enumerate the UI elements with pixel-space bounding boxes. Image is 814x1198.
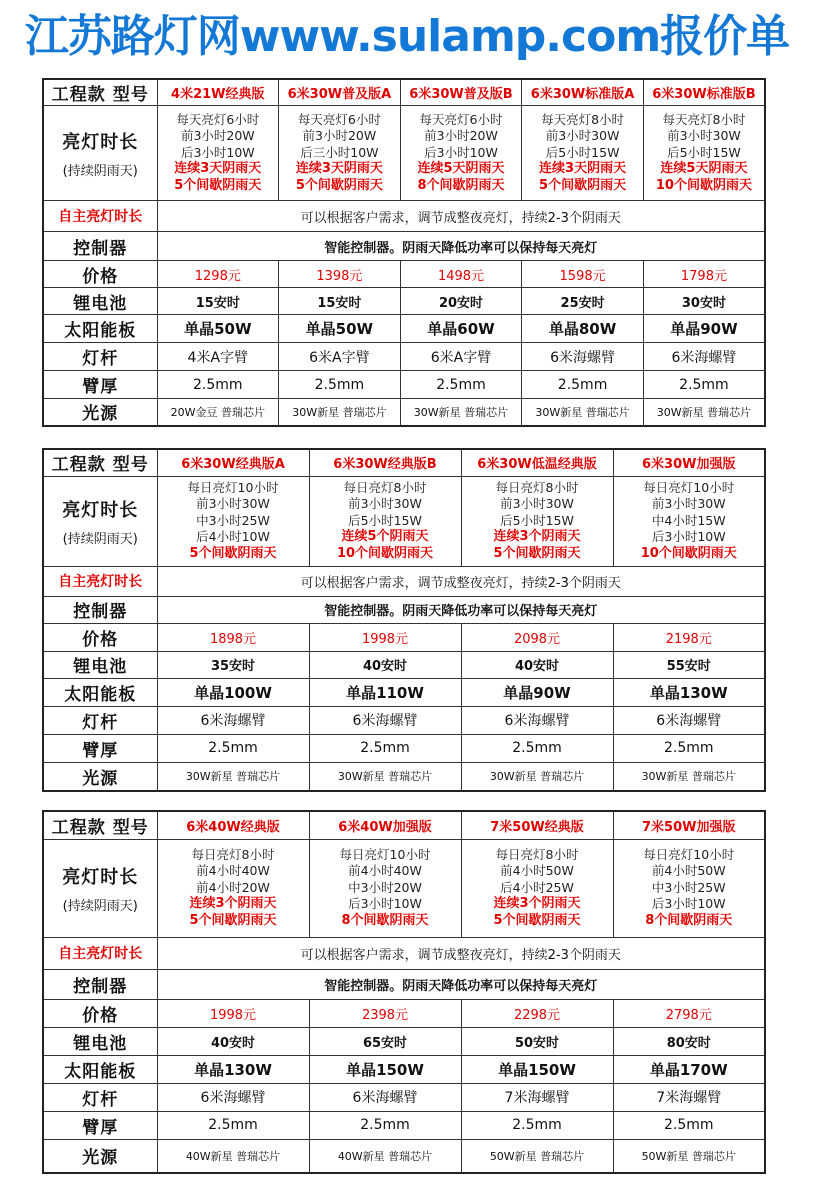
thickness-value: 2.5mm: [461, 1111, 613, 1139]
duration-line: 每日亮灯10小时: [187, 479, 279, 495]
thickness-value: 2.5mm: [157, 371, 279, 399]
light-value: 30W新星 普瑞芯片: [309, 762, 461, 791]
panel-value: 单晶90W: [461, 678, 613, 706]
row-price: [43, 261, 765, 288]
row-label-auto: 自主亮灯时长: [43, 201, 157, 232]
row-model: [43, 79, 765, 106]
thickness-value: 2.5mm: [522, 371, 644, 399]
duration-cell: [279, 106, 401, 201]
duration-line: 前4小时50W: [651, 863, 726, 879]
duration-line: 后3小时10W: [424, 144, 498, 160]
duration-line: 后5小时15W: [667, 144, 741, 160]
rainy-days-line: 连续5天阴雨天: [417, 161, 505, 177]
duration-line: 每日亮灯10小时: [643, 479, 735, 495]
panel-value: 单晶150W: [461, 1055, 613, 1083]
duration-line: 每日亮灯8小时: [495, 479, 579, 495]
row-label-panel: 太阳能板: [43, 1055, 157, 1083]
row-auto: [43, 201, 765, 232]
row-label-pole: 灯杆: [43, 706, 157, 734]
light-value: 20W金豆 普瑞芯片: [157, 399, 279, 426]
duration-line: 后4小时25W: [500, 879, 574, 895]
duration-cell: [613, 839, 765, 937]
duration-line: 前4小时40W: [196, 863, 270, 879]
duration-cell: [157, 106, 279, 201]
row-label-duration: [43, 476, 157, 566]
pole-value: 6米海螺臂: [309, 1083, 461, 1111]
duration-sub-label: (持续阴雨天): [62, 163, 138, 179]
duration-line: 前3小时20W: [302, 128, 377, 144]
light-value: 50W新星 普瑞芯片: [461, 1139, 613, 1173]
duration-line: 后5小时15W: [348, 512, 422, 528]
duration-cell: [613, 476, 765, 566]
row-label-controller: 控制器: [43, 596, 157, 623]
duration-line: 后3小时10W: [651, 896, 726, 912]
rainy-days-line: 连续5天阴雨天: [660, 161, 748, 177]
row-label-thickness: 臂厚: [43, 1111, 157, 1139]
row-label-panel: 太阳能板: [43, 315, 157, 343]
row-light: [43, 1139, 765, 1173]
model-name: 6米30W经典版B: [309, 449, 461, 476]
row-label-battery: 锂电池: [43, 651, 157, 678]
rainy-days-line: 8个间歇阴雨天: [645, 912, 733, 928]
model-name: 7米50W加强版: [613, 811, 765, 839]
row-label-auto: 自主亮灯时长: [43, 566, 157, 596]
row-label-controller: 控制器: [43, 232, 157, 261]
battery-value: 65安时: [309, 1027, 461, 1055]
row-label-duration: [43, 106, 157, 201]
battery-value: 55安时: [613, 651, 765, 678]
row-label-light: 光源: [43, 399, 157, 426]
light-value: 30W新星 普瑞芯片: [279, 399, 401, 426]
duration-line: 后4小时10W: [196, 529, 270, 545]
thickness-value: 2.5mm: [157, 1111, 309, 1139]
price-value: 1498元: [400, 261, 522, 288]
quote-table-2: [42, 448, 766, 792]
quote-table-1: [42, 78, 766, 427]
row-controller: [43, 232, 765, 261]
duration-line: 每天亮灯6小时: [297, 111, 381, 127]
model-name: 6米30W标准版B: [643, 79, 765, 106]
price-value: 1898元: [157, 623, 309, 651]
rainy-days-line: 连续3个阴雨天: [493, 529, 581, 545]
rainy-days-line: 8个间歇阴雨天: [417, 177, 505, 193]
duration-sub-label: (持续阴雨天): [62, 898, 138, 914]
duration-label: 亮灯时长: [62, 131, 139, 153]
row-thickness: [43, 371, 765, 399]
model-name: 6米40W经典版: [157, 811, 309, 839]
rainy-days-line: 连续3个阴雨天: [493, 896, 581, 912]
pole-value: 6米A字臂: [279, 343, 401, 371]
price-value: 1998元: [157, 999, 309, 1027]
row-controller: [43, 596, 765, 623]
light-value: 30W新星 普瑞芯片: [613, 762, 765, 791]
row-battery: [43, 1027, 765, 1055]
duration-line: 每日亮灯8小时: [343, 479, 427, 495]
rainy-days-line: 连续5个阴雨天: [341, 529, 429, 545]
rainy-days-line: 连续3天阴雨天: [295, 161, 383, 177]
panel-value: 单晶80W: [522, 315, 644, 343]
duration-line: 前3小时30W: [196, 496, 270, 512]
auto-description: 可以根据客户需求，调节成整夜亮灯，持续2-3个阴雨天: [157, 566, 765, 596]
row-light: [43, 762, 765, 791]
pole-value: 6米海螺臂: [157, 706, 309, 734]
row-price: [43, 623, 765, 651]
model-name: 6米30W普及版B: [400, 79, 522, 106]
duration-cell: [643, 106, 765, 201]
row-label-price: 价格: [43, 999, 157, 1027]
duration-cell: [309, 476, 461, 566]
rainy-days-line: 连续3天阴雨天: [539, 161, 627, 177]
duration-line: 每日亮灯10小时: [339, 846, 431, 862]
duration-line: 后3小时10W: [180, 144, 255, 160]
row-label-model: 工程款 型号: [43, 79, 157, 106]
pole-value: 6米海螺臂: [643, 343, 765, 371]
rainy-days-line: 10个间歇阴雨天: [655, 177, 752, 193]
price-value: 2798元: [613, 999, 765, 1027]
duration-line: 每日亮灯8小时: [191, 846, 275, 862]
duration-line: 每日亮灯10小时: [643, 846, 735, 862]
rainy-days-line: 5个间歇阴雨天: [493, 912, 581, 928]
panel-value: 单晶50W: [279, 315, 401, 343]
duration-line: 前3小时20W: [180, 128, 255, 144]
row-label-price: 价格: [43, 261, 157, 288]
row-label-controller: 控制器: [43, 969, 157, 999]
row-pole: [43, 1083, 765, 1111]
model-name: 6米30W普及版A: [279, 79, 401, 106]
duration-cell: [400, 106, 522, 201]
light-value: 30W新星 普瑞芯片: [461, 762, 613, 791]
duration-line: 前3小时30W: [500, 496, 574, 512]
battery-value: 15安时: [279, 288, 401, 315]
row-duration: [43, 476, 765, 566]
rainy-days-line: 5个间歇阴雨天: [189, 912, 277, 928]
row-label-thickness: 臂厚: [43, 734, 157, 762]
duration-line: 前3小时30W: [667, 128, 741, 144]
duration-cell: [522, 106, 644, 201]
row-panel: [43, 315, 765, 343]
rainy-days-line: 连续3天阴雨天: [174, 161, 262, 177]
light-value: 30W新星 普瑞芯片: [400, 399, 522, 426]
controller-description: 智能控制器。阴雨天降低功率可以保持每天亮灯: [157, 232, 765, 261]
rainy-days-line: 10个间歇阴雨天: [640, 545, 737, 561]
row-label-pole: 灯杆: [43, 343, 157, 371]
pole-value: 6米海螺臂: [461, 706, 613, 734]
price-value: 1998元: [309, 623, 461, 651]
battery-value: 40安时: [309, 651, 461, 678]
rainy-days-line: 连续3个阴雨天: [189, 896, 277, 912]
controller-description: 智能控制器。阴雨天降低功率可以保持每天亮灯: [157, 596, 765, 623]
row-duration: [43, 839, 765, 937]
row-panel: [43, 1055, 765, 1083]
duration-line: 后3小时10W: [651, 529, 726, 545]
light-value: 40W新星 普瑞芯片: [309, 1139, 461, 1173]
price-value: 1798元: [643, 261, 765, 288]
panel-value: 单晶130W: [157, 1055, 309, 1083]
price-value: 2398元: [309, 999, 461, 1027]
pole-value: 6米海螺臂: [309, 706, 461, 734]
duration-label: 亮灯时长: [62, 866, 139, 888]
thickness-value: 2.5mm: [461, 734, 613, 762]
page-title: 江苏路灯网www.sulamp.com报价单: [24, 11, 790, 62]
row-pole: [43, 343, 765, 371]
duration-line: 前3小时30W: [651, 496, 726, 512]
model-name: 7米50W经典版: [461, 811, 613, 839]
duration-line: 每天亮灯8小时: [662, 111, 746, 127]
duration-line: 后3小时10W: [348, 896, 422, 912]
duration-line: 每天亮灯6小时: [419, 111, 503, 127]
row-thickness: [43, 734, 765, 762]
thickness-value: 2.5mm: [400, 371, 522, 399]
duration-line: 中3小时25W: [651, 879, 726, 895]
row-controller: [43, 969, 765, 999]
row-label-auto: 自主亮灯时长: [43, 937, 157, 969]
price-value: 1598元: [522, 261, 644, 288]
row-light: [43, 399, 765, 426]
thickness-value: 2.5mm: [613, 734, 765, 762]
row-label-model: 工程款 型号: [43, 449, 157, 476]
duration-line: 前3小时20W: [424, 128, 498, 144]
duration-line: 后三小时10W: [300, 144, 379, 160]
duration-line: 前4小时40W: [348, 863, 422, 879]
row-label-light: 光源: [43, 1139, 157, 1173]
rainy-days-line: 8个间歇阴雨天: [341, 912, 429, 928]
row-label-battery: 锂电池: [43, 288, 157, 315]
model-name: 6米30W经典版A: [157, 449, 309, 476]
model-name: 6米40W加强版: [309, 811, 461, 839]
pole-value: 6米海螺臂: [157, 1083, 309, 1111]
auto-description: 可以根据客户需求，调节成整夜亮灯，持续2-3个阴雨天: [157, 201, 765, 232]
light-value: 30W新星 普瑞芯片: [522, 399, 644, 426]
duration-line: 每日亮灯8小时: [495, 846, 579, 862]
rainy-days-line: 5个间歇阴雨天: [295, 177, 383, 193]
row-model: [43, 449, 765, 476]
light-value: 50W新星 普瑞芯片: [613, 1139, 765, 1173]
battery-value: 25安时: [522, 288, 644, 315]
duration-line: 中4小时15W: [651, 512, 726, 528]
battery-value: 40安时: [461, 651, 613, 678]
rainy-days-line: 5个间歇阴雨天: [189, 545, 277, 561]
pole-value: 6米海螺臂: [522, 343, 644, 371]
pole-value: 6米A字臂: [400, 343, 522, 371]
row-label-price: 价格: [43, 623, 157, 651]
battery-value: 20安时: [400, 288, 522, 315]
price-value: 1298元: [157, 261, 279, 288]
duration-line: 前3小时30W: [348, 496, 422, 512]
duration-line: 每天亮灯6小时: [176, 111, 260, 127]
panel-value: 单晶50W: [157, 315, 279, 343]
price-value: 2298元: [461, 999, 613, 1027]
row-model: [43, 811, 765, 839]
rainy-days-line: 10个间歇阴雨天: [336, 545, 434, 561]
duration-cell: [461, 476, 613, 566]
duration-line: 后5小时15W: [500, 512, 574, 528]
duration-line: 前4小时20W: [196, 879, 270, 895]
row-thickness: [43, 1111, 765, 1139]
row-label-thickness: 臂厚: [43, 371, 157, 399]
battery-value: 35安时: [157, 651, 309, 678]
thickness-value: 2.5mm: [279, 371, 401, 399]
price-value: 1398元: [279, 261, 401, 288]
row-auto: [43, 566, 765, 596]
price-value: 2098元: [461, 623, 613, 651]
row-label-duration: [43, 839, 157, 937]
duration-label: 亮灯时长: [62, 499, 139, 521]
model-name: 6米30W低温经典版: [461, 449, 613, 476]
pole-value: 4米A字臂: [157, 343, 279, 371]
price-value: 2198元: [613, 623, 765, 651]
duration-line: 后5小时15W: [545, 144, 620, 160]
battery-value: 80安时: [613, 1027, 765, 1055]
duration-cell: [157, 476, 309, 566]
pole-value: 7米海螺臂: [613, 1083, 765, 1111]
pole-value: 6米海螺臂: [613, 706, 765, 734]
row-auto: [43, 937, 765, 969]
light-value: 40W新星 普瑞芯片: [157, 1139, 309, 1173]
model-name: 6米30W标准版A: [522, 79, 644, 106]
rainy-days-line: 5个间歇阴雨天: [174, 177, 262, 193]
thickness-value: 2.5mm: [643, 371, 765, 399]
row-label-pole: 灯杆: [43, 1083, 157, 1111]
duration-line: 中3小时25W: [196, 512, 270, 528]
row-label-light: 光源: [43, 762, 157, 791]
auto-description: 可以根据客户需求，调节成整夜亮灯，持续2-3个阴雨天: [157, 937, 765, 969]
rainy-days-line: 5个间歇阴雨天: [493, 545, 581, 561]
rainy-days-line: 5个间歇阴雨天: [539, 177, 627, 193]
battery-value: 30安时: [643, 288, 765, 315]
row-label-panel: 太阳能板: [43, 678, 157, 706]
thickness-value: 2.5mm: [309, 1111, 461, 1139]
thickness-value: 2.5mm: [157, 734, 309, 762]
row-label-battery: 锂电池: [43, 1027, 157, 1055]
row-price: [43, 999, 765, 1027]
row-panel: [43, 678, 765, 706]
duration-line: 前3小时30W: [545, 128, 620, 144]
duration-line: 每天亮灯8小时: [541, 111, 625, 127]
panel-value: 单晶60W: [400, 315, 522, 343]
panel-value: 单晶170W: [613, 1055, 765, 1083]
panel-value: 单晶110W: [309, 678, 461, 706]
row-battery: [43, 288, 765, 315]
duration-sub-label: (持续阴雨天): [62, 531, 138, 547]
panel-value: 单晶150W: [309, 1055, 461, 1083]
model-name: 6米30W加强版: [613, 449, 765, 476]
duration-cell: [157, 839, 309, 937]
light-value: 30W新星 普瑞芯片: [157, 762, 309, 791]
row-label-model: 工程款 型号: [43, 811, 157, 839]
panel-value: 单晶90W: [643, 315, 765, 343]
quote-table-3: [42, 810, 766, 1174]
duration-line: 前4小时50W: [500, 863, 574, 879]
light-value: 30W新星 普瑞芯片: [643, 399, 765, 426]
thickness-value: 2.5mm: [309, 734, 461, 762]
panel-value: 单晶100W: [157, 678, 309, 706]
panel-value: 单晶130W: [613, 678, 765, 706]
row-duration: [43, 106, 765, 201]
duration-line: 中3小时20W: [348, 879, 422, 895]
duration-cell: [309, 839, 461, 937]
pole-value: 7米海螺臂: [461, 1083, 613, 1111]
model-name: 4米21W经典版: [157, 79, 279, 106]
duration-cell: [461, 839, 613, 937]
row-pole: [43, 706, 765, 734]
battery-value: 40安时: [157, 1027, 309, 1055]
controller-description: 智能控制器。阴雨天降低功率可以保持每天亮灯: [157, 969, 765, 999]
battery-value: 50安时: [461, 1027, 613, 1055]
battery-value: 15安时: [157, 288, 279, 315]
row-battery: [43, 651, 765, 678]
thickness-value: 2.5mm: [613, 1111, 765, 1139]
